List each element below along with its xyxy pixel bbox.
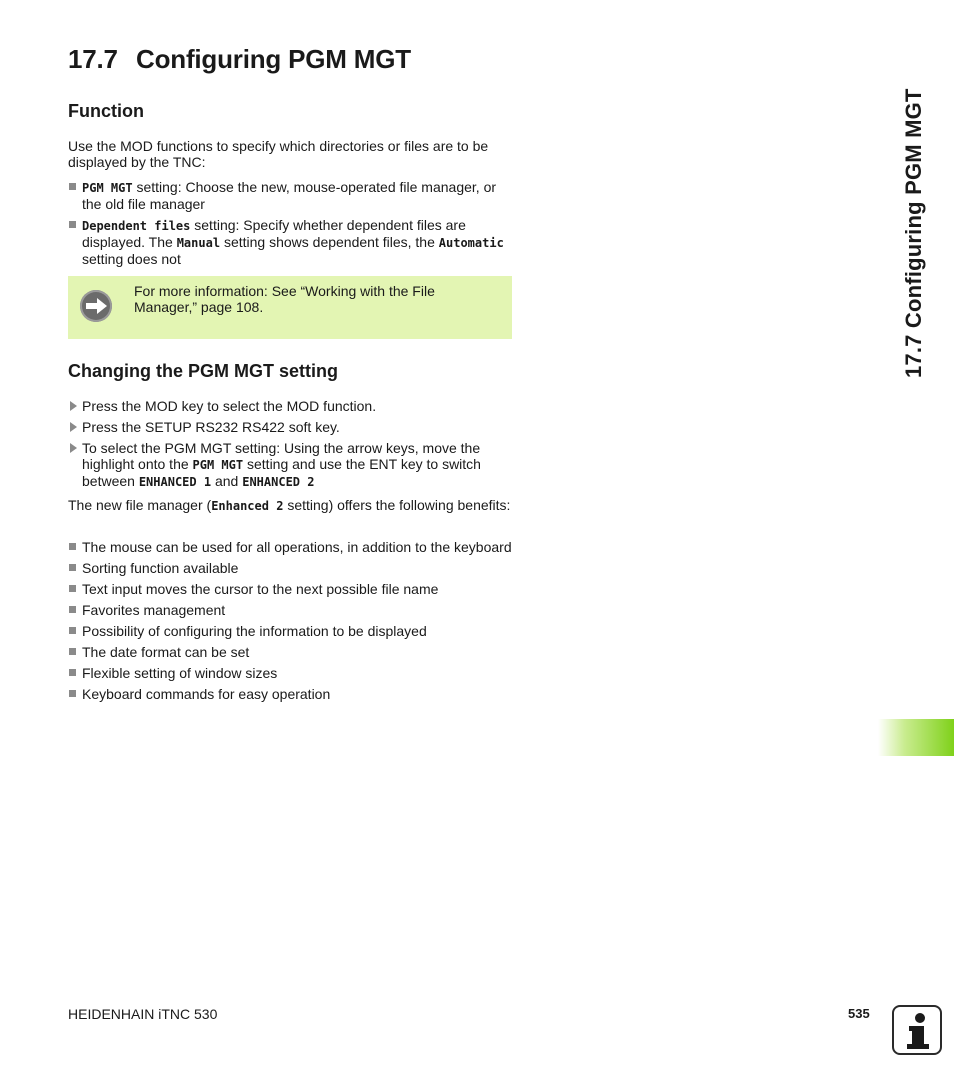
item-text: setting: Choose the new, mouse-operated file manager, or the old file manager [82,179,497,212]
side-title-text: 17.7 Configuring PGM MGT [901,88,926,378]
benefits-intro [68,497,513,514]
list-item: Flexible setting of window sizes [68,665,513,681]
benefits-list [68,539,513,707]
section-number: 17.7 [68,44,118,74]
list-item: Keyboard commands for easy operation [68,686,513,702]
code-text: ENHANCED 2 [242,475,315,489]
code-text: Automatic [438,236,504,250]
footer-product: HEIDENHAIN iTNC 530 [68,1006,218,1022]
code-text: PGM MGT [82,181,133,195]
chapter-tab [878,719,954,756]
info-box-text: For more information: See “Working with the File Manager,” page 108. [134,283,435,315]
changing-heading: Changing the PGM MGT setting [68,361,338,381]
item-text: setting does not [82,251,181,267]
list-item [68,440,513,490]
list-item: Press the MOD key to select the MOD function. [68,398,513,414]
list-item: Possibility of configuring the information to be displayed [68,623,513,639]
list-item: Press the SETUP RS232 RS422 soft key. [68,419,513,435]
list-item: The date format can be set [68,644,513,660]
info-box [68,276,512,339]
item-text: and [211,473,243,489]
function-heading: Function [68,101,144,121]
code-text: ENHANCED 1 [138,475,212,489]
arrow-right-circle-icon [80,290,112,322]
side-running-title [899,52,929,382]
code-text: Enhanced 2 [211,499,284,513]
code-text: Dependent files [82,219,191,233]
list-item: Favorites management [68,602,513,618]
list-item: Sorting function available [68,560,513,576]
page-title [68,44,411,75]
intro-text: setting) offers the following benefits: [283,497,511,513]
item-text: setting shows dependent files, the [220,234,439,250]
page-number: 535 [848,1006,870,1021]
steps-list [68,398,513,495]
list-item [68,217,513,267]
list-item [68,179,513,212]
section-title: Configuring PGM MGT [136,44,411,74]
function-intro: Use the MOD functions to specify which directories or files are to be displayed by the TNC: [68,138,489,170]
info-i-icon [892,1005,942,1055]
code-text: Manual [176,236,221,250]
item-text: To select the PGM MGT setting: Using the arrow keys, move the highlight onto the [82,440,481,472]
intro-text: The new file manager ( [68,497,212,513]
list-item: Text input moves the cursor to the next possible file name [68,581,513,597]
list-item: The mouse can be used for all operations, in addition to the keyboard [68,539,513,555]
code-text: PGM MGT [192,458,244,472]
function-list [68,179,513,272]
item-text: setting and use the ENT key to switch between [82,456,481,489]
item-text: setting: Specify whether dependent files are displayed. The [82,217,466,250]
